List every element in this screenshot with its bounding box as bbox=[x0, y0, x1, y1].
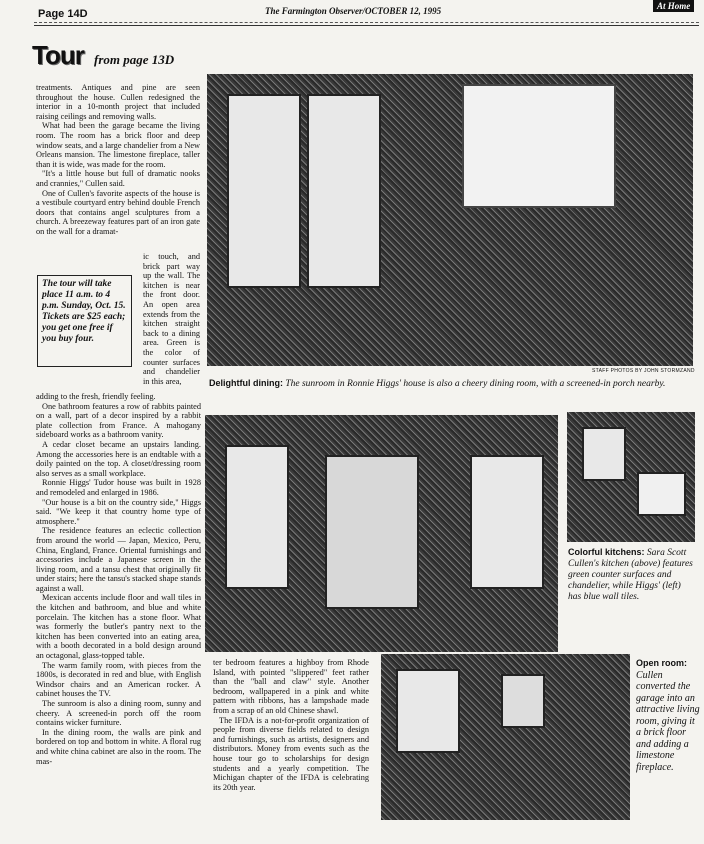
caption-label: Colorful kitchens: bbox=[568, 547, 645, 557]
article-column-1-narrow bbox=[143, 252, 200, 386]
paragraph: The warm family room, with pieces from the 1800s, is decorated in red and blue, with English Windsor chairs and an American rocker. A cabinet houses the TV. bbox=[36, 660, 201, 699]
photo-living-room bbox=[381, 654, 630, 820]
paragraph: ic touch, and brick part way up the wall. The kitchen is near the front door. An open area extends from the kitchen straight back to a dining area. Green is the color of counter surfaces and chandelier in this area, bbox=[143, 252, 200, 386]
caption-text: The sunroom in Ronnie Higgs' house is also a cheery dining room, with a screened-in porch nearby. bbox=[285, 379, 666, 389]
paragraph: The sunroom is also a dining room, sunny and cheery. A screened-in porch off the room contains wicker furniture. bbox=[36, 699, 201, 728]
paragraph: The residence features an eclectic collection from around the world — Japan, Mexico, Peru, China, England, France. Oriental furnishings and accessories include a Japanese screen in the living room, and a tansu chest that originally fit under stairs; here the tansu's stacked shape stands against a wall. bbox=[36, 526, 201, 593]
article-column-2 bbox=[213, 658, 369, 792]
caption-open-room bbox=[636, 658, 700, 773]
page-number: Page 14D bbox=[38, 8, 88, 20]
paragraph: One bathroom features a row of rabbits painted on a wall, part of a decor inspired by a rabbit plate collection from France. A mahogany sideboard works as a bathroom vanity. bbox=[36, 401, 201, 440]
caption-text: Cullen converted the garage into an attractive living room, giving it a brick floor and adding a limestone fireplace. bbox=[636, 669, 700, 773]
paragraph: "Our house is a bit on the country side," Higgs said. "We keep it that country home type of atmosphere." bbox=[36, 497, 201, 526]
paragraph: adding to the fresh, friendly feeling. bbox=[36, 392, 156, 401]
article-column-1-bottom bbox=[36, 392, 201, 766]
header-rule-solid bbox=[34, 25, 699, 26]
photo-sunroom-dining bbox=[207, 74, 693, 366]
paragraph: Mexican accents include floor and wall tiles in the kitchen and bathroom, and blue and white porcelain. The kitchen has a stone floor. What was formerly the butler's pantry next to the kitchen has been converted into an eating area, with a booth decorated in a bold design around an octagonal, glass-topped table. bbox=[36, 593, 201, 661]
paragraph: treatments. Antiques and pine are seen throughout the house. Cullen redesigned the interior in a 10-month project that included raising ceilings and removing walls. bbox=[36, 83, 200, 121]
section-label: At Home bbox=[653, 0, 694, 12]
headline-continued: from page 13D bbox=[94, 52, 175, 67]
paragraph: What had been the garage became the living room. The room has a brick floor and deep window seats, and a large chandelier from a New Orleans mansion. The limestone fireplace, taller than it is wide, was made for the room. bbox=[36, 121, 200, 169]
publication-dateline: The Farmington Observer/OCTOBER 12, 1995 bbox=[265, 6, 442, 16]
paragraph: One of Cullen's favorite aspects of the house is a vestibule courtyard entry behind double French doors that contains angel sculptures from a church. A breezeway features part of an iron gate on the wall for a dramat- bbox=[36, 188, 200, 236]
caption-label: Delightful dining: bbox=[209, 378, 283, 388]
paragraph: In the dining room, the walls are pink and bordered on top and bottom in white. A floral rug and white china cabinet are also in the room. The mas- bbox=[36, 727, 201, 766]
header-rule bbox=[34, 22, 699, 23]
paragraph: A cedar closet became an upstairs landing. Among the accessories here is an endtable with a doily painted on the top. A closet/dressing room also serves as a small workplace. bbox=[36, 439, 201, 478]
photo-higgs-kitchen bbox=[205, 415, 558, 652]
headline-tour: Tour bbox=[32, 40, 84, 70]
paragraph: Ronnie Higgs' Tudor house was built in 1928 and remodeled and enlarged in 1986. bbox=[36, 478, 201, 497]
photo-credit: STAFF PHOTOS BY JOHN STORMZAND bbox=[592, 368, 695, 374]
paragraph: The IFDA is a not-for-profit organization of people from diverse fields related to design and furnishings, such as artists, designers and distributors. Money from events such as the house tour go to scholarships for design students and a yearly competition. The Michigan chapter of the IFDA is celebrating its 20th year. bbox=[213, 715, 369, 792]
caption-text: Sara Scott Cullen's kitchen (above) features green counter surfaces and chandelier, while Higgs' (left) has blue wall tiles. bbox=[568, 548, 693, 602]
caption-dining bbox=[209, 378, 669, 390]
photo-cullen-kitchen bbox=[567, 412, 695, 542]
paragraph: "It's a little house but full of dramatic nooks and crannies," Cullen said. bbox=[36, 169, 200, 188]
caption-label: Open room: bbox=[636, 658, 687, 668]
pull-quote-box: The tour will take place 11 a.m. to 4 p.m. Sunday, Oct. 15. Tickets are $25 each; you get one free if you buy four. bbox=[37, 275, 132, 367]
paragraph: ter bedroom features a highboy from Rhode Island, with pointed "slippered" feet rather than the "ball and claw" style. Another bedroom, wallpapered in a pink and white pattern with ribbons, has a lampshade made from a scrap of an old Chinese shawl. bbox=[213, 658, 369, 715]
caption-kitchens bbox=[568, 547, 696, 603]
article-column-1-top bbox=[36, 83, 200, 237]
